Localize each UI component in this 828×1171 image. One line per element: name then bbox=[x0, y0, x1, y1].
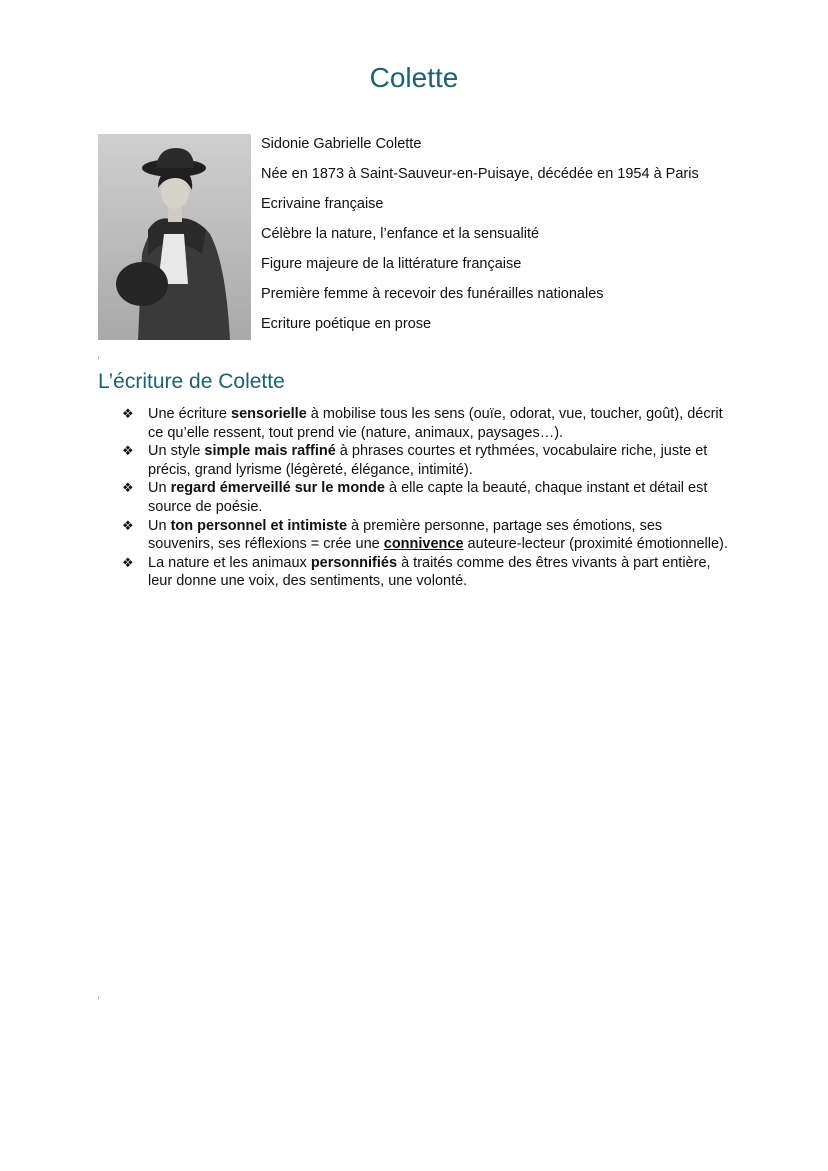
list-item: ❖ Un ton personnel et intimiste à première personne, partage ses émotions, ses souvenirs, ses réflexions = crée une connivence auteure-lecteur (proximité émotionnelle). bbox=[122, 517, 728, 553]
margin-mark bbox=[98, 996, 99, 999]
margin-mark bbox=[98, 356, 99, 359]
bullet-diamond-icon: ❖ bbox=[122, 406, 134, 421]
bio-item: Ecriture poétique en prose bbox=[261, 316, 432, 332]
bullet-diamond-icon: ❖ bbox=[122, 554, 134, 570]
list-item: ❖ La nature et les animaux personnifiés à traités comme des êtres vivants à part entière, leur donne une voix, des sentiments, une volonté. bbox=[122, 554, 711, 590]
bullet-diamond-icon: ❖ bbox=[122, 443, 134, 459]
list-item: ❖ Une écriture sensorielle à mobilise tous les sens (ouïe, odorat, vue, toucher, goût), décrit ce qu’elle ressent, tout prend vie (nature, animaux, paysages…). bbox=[122, 406, 723, 441]
bio-item: Première femme à recevoir des funérailles nationales bbox=[261, 286, 604, 302]
list-item: ❖ Un regard émerveillé sur le monde à elle capte la beauté, chaque instant et détail est source de poésie. bbox=[122, 480, 708, 515]
bio-item: Ecrivaine française bbox=[261, 196, 384, 212]
writing-points-list bbox=[122, 405, 732, 591]
bio-item: Née en 1873 à Saint-Sauveur-en-Puisaye, décédée en 1954 à Paris bbox=[261, 166, 699, 182]
bullet-diamond-icon: ❖ bbox=[122, 517, 134, 533]
page-title: Colette bbox=[369, 62, 459, 93]
bio-item: Figure majeure de la littérature française bbox=[261, 256, 522, 272]
portrait-photo-icon bbox=[98, 134, 251, 340]
list-item: ❖ Un style simple mais raffiné à phrases courtes et rythmées, vocabulaire riche, juste et précis, grand lyrisme (légèreté, élégance, intimité). bbox=[122, 443, 708, 478]
bio-item: Célèbre la nature, l’enfance et la sensualité bbox=[261, 226, 540, 242]
section-heading: L’écriture de Colette bbox=[98, 370, 285, 393]
portrait-photo bbox=[98, 134, 251, 340]
bio-item: Sidonie Gabrielle Colette bbox=[261, 136, 422, 152]
bullet-diamond-icon: ❖ bbox=[122, 480, 134, 496]
bio-list bbox=[261, 134, 699, 344]
